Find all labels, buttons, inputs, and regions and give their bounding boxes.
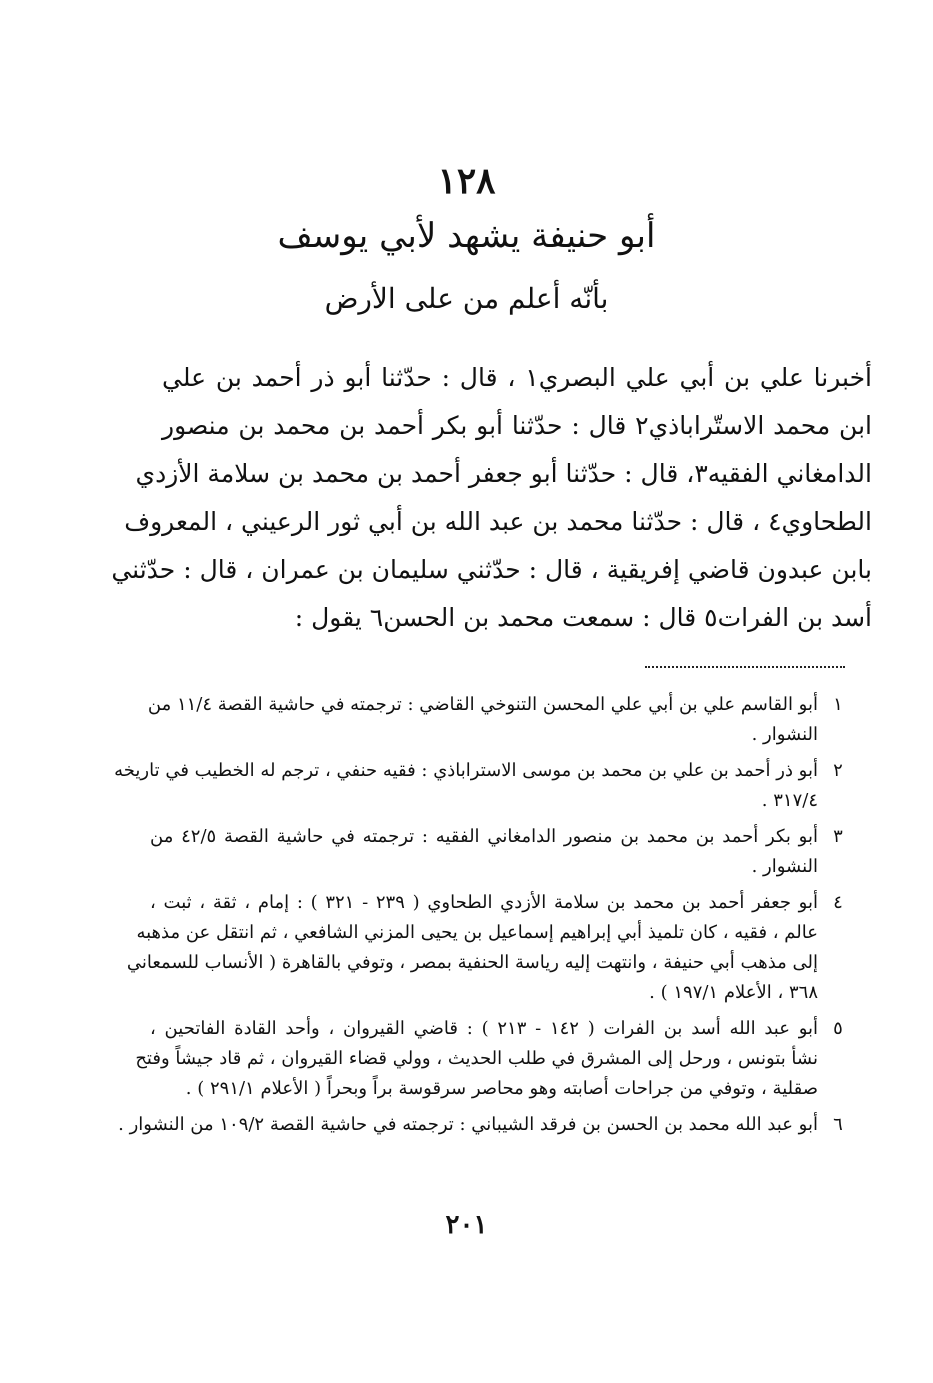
footnote-4: [126, 888, 850, 1008]
footnote-line: نشأ بتونس ، ورحل إلى المشرق في طلب الحديث ، وولي قضاء القيروان ، ثم قاد جيشاً وفتح: [135, 1048, 818, 1069]
page-number: ٢٠١: [445, 1210, 488, 1240]
footnote-5: [135, 1014, 850, 1104]
footnote-line: ٣١٧/٤ .: [761, 790, 818, 811]
footnote-number: ٦: [833, 1114, 843, 1135]
footnote-line: إلى مذهب أبي حنيفة ، وانتهت إليه رياسة الحنفية بمصر ، وتوفي بالقاهرة ( الأنساب للسمعاني: [126, 952, 818, 973]
footnote-line: أبو ذر أحمد بن علي بن محمد بن موسى الاستراباذي : فقيه حنفي ، ترجم له الخطيب في تاريخه: [114, 760, 818, 781]
footnote-line: عالم ، فقيه ، كان تلميذ أبي إبراهيم إسماعيل بن يحيى المزني الشافعي ، ثم انتقل عن مذهبه: [136, 922, 818, 943]
footnote-1: [147, 690, 850, 750]
footnote-line: صقلية ، وتوفي من جراحات أصابته وهو محاصر سرقوسة براً وبحراً ( الأعلام ٢٩١/١ ) .: [185, 1078, 818, 1099]
body-line: أسد بن الفرات٥ قال : سمعت محمد بن الحسن٦ يقول :: [294, 603, 872, 632]
footnote-line: أبو عبد الله أسد بن الفرات ( ١٤٢ - ٢١٣ ) : قاضي القيروان ، وأحد القادة الفاتحين ،: [150, 1018, 819, 1039]
footnote-number: ٥: [833, 1018, 843, 1039]
body-line: أخبرنا علي بن أبي علي البصري١ ، قال : حدّثنا أبو ذر أحمد بن علي: [162, 363, 872, 392]
body-text: [111, 354, 872, 642]
footnote-number: ٤: [833, 892, 843, 913]
footnote-3: [150, 822, 850, 882]
story-subtitle: بأنّه أعلم من على الأرض: [324, 282, 609, 315]
footnotes: [114, 690, 850, 1146]
footnote-line: أبو بكر أحمد بن محمد بن منصور الدامغاني الفقيه : ترجمته في حاشية القصة ٤٢/٥ من: [150, 826, 818, 847]
body-line: بابن عبدون قاضي إفريقية ، قال : حدّثني سليمان بن عمران ، قال : حدّثني: [111, 555, 872, 584]
footnote-number: ١: [833, 694, 843, 715]
footnote-line: النشوار .: [751, 724, 818, 745]
footnote-number: ٣: [833, 826, 843, 847]
footnote-line: أبو جعفر أحمد بن محمد بن سلامة الأزدي الطحاوي ( ٢٣٩ - ٣٢١ ) : إمام ، ثقة ، ثبت ،: [150, 892, 818, 913]
body-line: الدامغاني الفقيه٣، قال : حدّثنا أبو جعفر أحمد بن محمد بن سلامة الأزدي: [135, 459, 872, 488]
footnote-2: [114, 756, 850, 816]
footnote-line: النشوار .: [751, 856, 818, 877]
footnote-line: أبو القاسم علي بن أبي علي المحسن التنوخي القاضي : ترجمته في حاشية القصة ١١/٤ من: [147, 694, 818, 715]
footnote-6: [118, 1110, 850, 1140]
body-line: ابن محمد الاستّراباذي٢ قال : حدّثنا أبو بكر أحمد بن محمد بن منصور: [162, 411, 872, 440]
footnote-line: أبو عبد الله محمد بن الحسن بن فرقد الشيباني : ترجمته في حاشية القصة ١٠٩/٢ من النشوار .: [118, 1114, 818, 1135]
story-number: ١٢٨: [437, 160, 496, 202]
footnote-line: ٣٦٨ ، الأعلام ١٩٧/١ ) .: [649, 982, 818, 1003]
footnote-separator: [645, 666, 845, 668]
story-title: أبو حنيفة يشهد لأبي يوسف: [277, 216, 656, 256]
footnote-number: ٢: [833, 760, 843, 781]
body-line: الطحاوي٤ ، قال : حدّثنا محمد بن عبد الله بن أبي ثور الرعيني ، المعروف: [124, 507, 872, 536]
